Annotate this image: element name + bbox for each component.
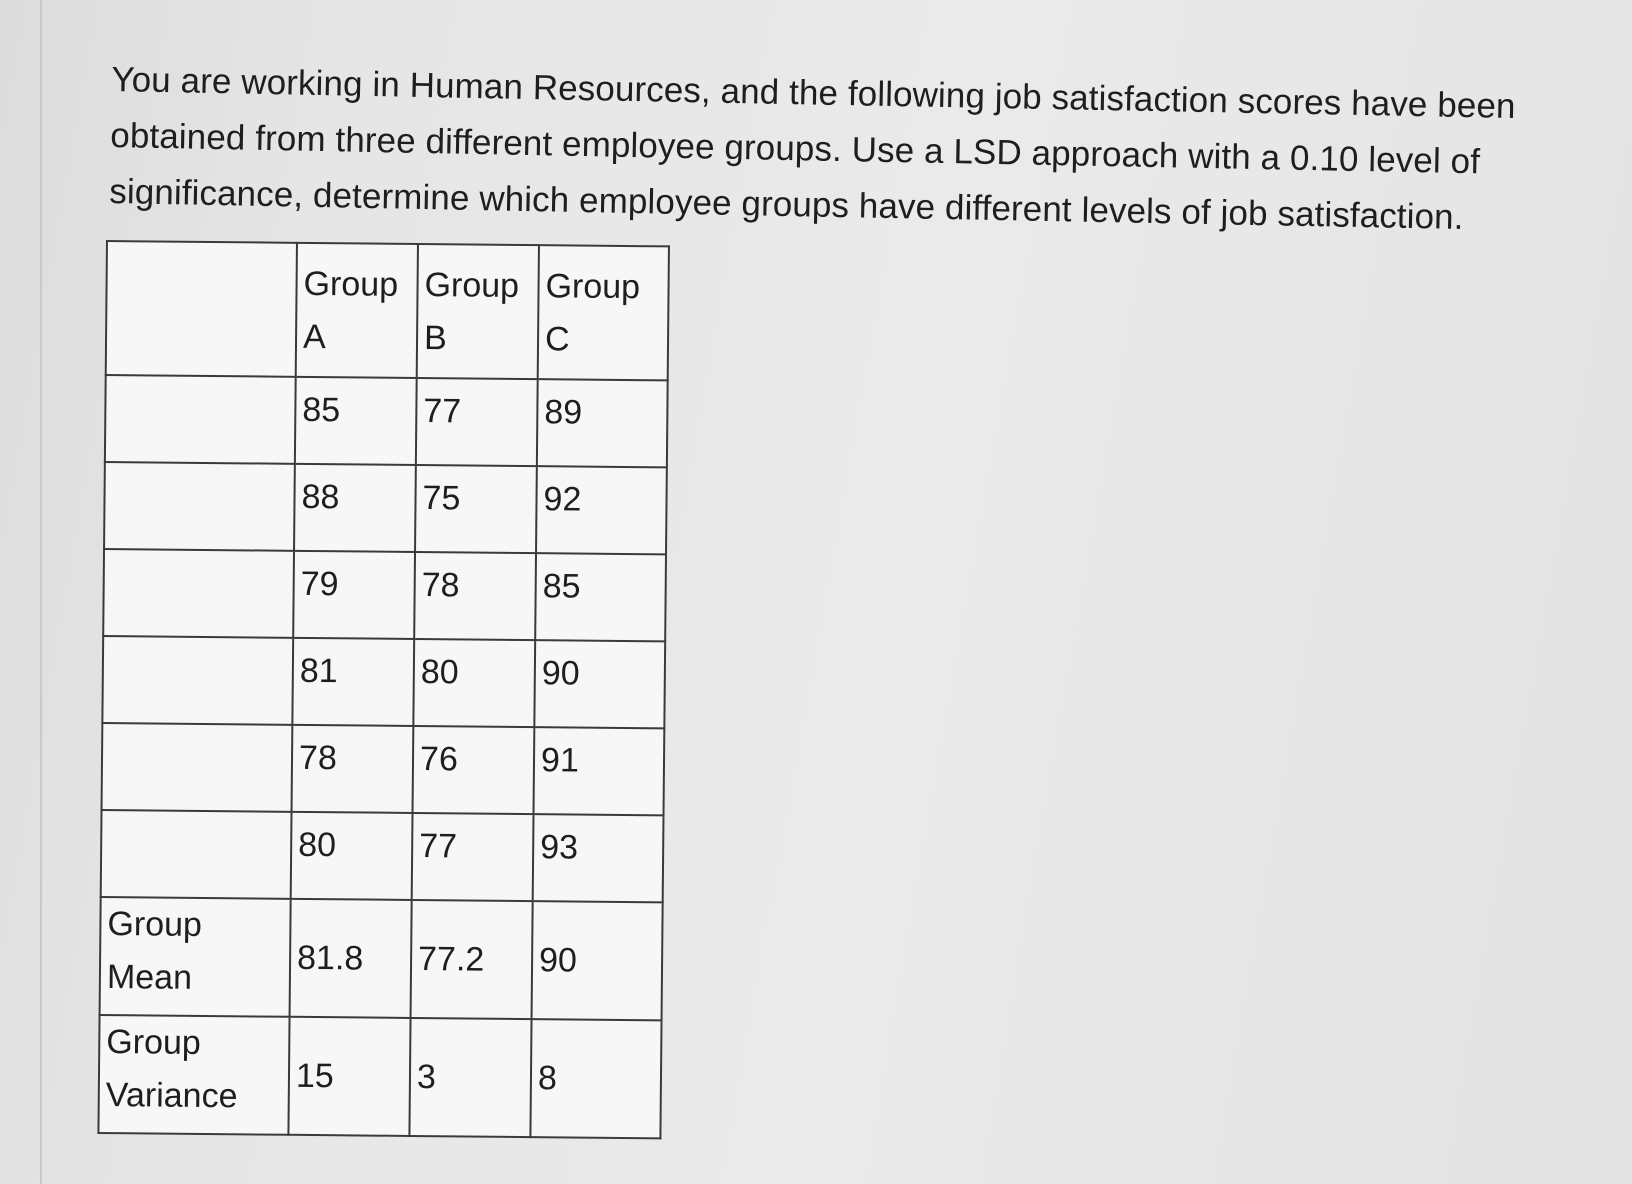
page-left-border [40,0,42,1184]
score-cell: 79 [293,551,415,639]
mean-cell-group-a: 81.8 [290,899,412,1018]
header-cell-group-b: Group B [417,244,539,379]
score-cell: 80 [413,639,535,727]
score-cell: 90 [534,640,665,728]
row-label-cell [102,636,293,725]
header-cell-group-a: Group A [296,243,418,378]
score-cell: 81 [292,638,414,726]
score-cell: 88 [294,464,416,552]
group-mean-label: Group Mean [100,897,291,1017]
table-row [103,549,666,641]
table-row [105,375,668,467]
job-satisfaction-table [97,240,670,1139]
data-table-container [97,240,670,1139]
group-variance-row [98,1015,661,1138]
score-cell: 75 [415,465,537,553]
mean-cell-group-c: 90 [532,901,663,1020]
score-cell: 89 [537,379,668,467]
table-row [102,636,665,728]
score-cell: 80 [291,812,413,900]
row-label-cell [105,375,296,464]
row-label-cell [104,462,295,551]
variance-cell-group-a: 15 [288,1017,410,1136]
table-row [102,723,665,815]
score-cell: 78 [414,552,536,640]
score-cell: 85 [535,553,666,641]
table-row [101,810,664,902]
score-cell: 77 [412,813,534,901]
score-cell: 85 [295,377,417,465]
score-cell: 78 [292,725,414,813]
row-label-cell [103,549,294,638]
question-text: You are working in Human Resources, and the following job satisfaction scores have been obtained from three different employee groups. Use a LSD approach with a 0.10 level of significance, determine which employee groups have different levels of job satisfaction. [108,59,1516,237]
score-cell: 77 [416,378,538,466]
table-row [104,462,667,554]
mean-cell-group-b: 77.2 [411,900,533,1019]
score-cell: 93 [533,814,664,902]
table-header-row [106,241,669,380]
score-cell: 76 [413,726,535,814]
row-label-cell [101,810,292,899]
score-cell: 92 [536,466,667,554]
score-cell: 91 [534,727,665,815]
row-label-cell [102,723,293,812]
variance-cell-group-b: 3 [409,1018,531,1137]
variance-cell-group-c: 8 [530,1019,661,1138]
header-cell-group-c: Group C [538,245,669,380]
group-variance-label: Group Variance [98,1015,289,1135]
group-mean-row [100,897,663,1020]
header-cell-empty [106,241,297,377]
